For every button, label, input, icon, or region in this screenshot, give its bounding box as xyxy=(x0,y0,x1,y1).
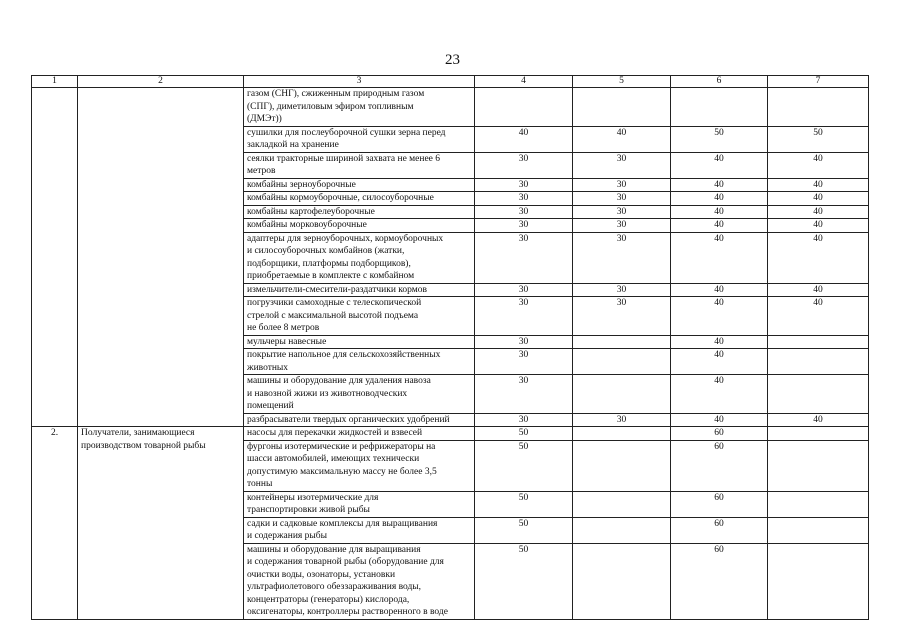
value-col-4 xyxy=(475,88,573,127)
value-col-6: 40 xyxy=(671,297,768,336)
value-col-7: 50 xyxy=(768,126,869,152)
value-col-7 xyxy=(768,335,869,349)
value-col-5 xyxy=(573,517,671,543)
value-col-5: 30 xyxy=(573,178,671,192)
value-col-6: 40 xyxy=(671,219,768,233)
table-row xyxy=(32,427,869,441)
equipment-description: контейнеры изотермические для транспортировки живой рыбы xyxy=(244,491,475,517)
value-col-4: 30 xyxy=(475,152,573,178)
value-col-6: 40 xyxy=(671,349,768,375)
value-col-4: 50 xyxy=(475,491,573,517)
value-col-4: 30 xyxy=(475,178,573,192)
equipment-description: насосы для перекачки жидкостей и взвесей xyxy=(244,427,475,441)
value-col-4: 30 xyxy=(475,349,573,375)
equipment-description: адаптеры для зерноуборочных, кормоуборочных и силосоуборочных комбайнов (жатки, подборщики, платформы подборщиков), приобретаемые в комплекте с комбайном xyxy=(244,232,475,283)
value-col-7 xyxy=(768,440,869,491)
equipment-description: комбайны картофелеуборочные xyxy=(244,205,475,219)
page-number: 23 xyxy=(445,52,460,68)
header-row xyxy=(32,76,869,88)
value-col-6: 60 xyxy=(671,491,768,517)
value-col-7: 40 xyxy=(768,297,869,336)
recipient-cell xyxy=(78,88,244,427)
equipment-description: сушилки для послеуборочной сушки зерна перед закладкой на хранение xyxy=(244,126,475,152)
column-header: 4 xyxy=(475,76,573,88)
value-col-4: 30 xyxy=(475,192,573,206)
value-col-4: 40 xyxy=(475,126,573,152)
equipment-description: разбрасыватели твердых органических удобрений xyxy=(244,413,475,427)
value-col-5 xyxy=(573,88,671,127)
value-col-5 xyxy=(573,375,671,414)
value-col-7: 40 xyxy=(768,205,869,219)
value-col-4: 30 xyxy=(475,283,573,297)
equipment-description: мульчеры навесные xyxy=(244,335,475,349)
value-col-6: 40 xyxy=(671,152,768,178)
value-col-5 xyxy=(573,427,671,441)
value-col-4: 30 xyxy=(475,375,573,414)
value-col-4: 30 xyxy=(475,297,573,336)
equipment-description: сеялки тракторные шириной захвата не менее 6 метров xyxy=(244,152,475,178)
value-col-6: 40 xyxy=(671,205,768,219)
value-col-7: 40 xyxy=(768,413,869,427)
value-col-7 xyxy=(768,88,869,127)
value-col-5: 30 xyxy=(573,232,671,283)
value-col-6: 40 xyxy=(671,232,768,283)
column-header: 2 xyxy=(78,76,244,88)
equipment-description: погрузчики самоходные с телескопической стрелой с максимальной высотой подъема не более 8 метров xyxy=(244,297,475,336)
value-col-5: 30 xyxy=(573,283,671,297)
value-col-4: 30 xyxy=(475,205,573,219)
equipment-description: садки и садковые комплексы для выращивания и содержания рыбы xyxy=(244,517,475,543)
value-col-6 xyxy=(671,88,768,127)
column-header: 1 xyxy=(32,76,78,88)
column-header: 6 xyxy=(671,76,768,88)
value-col-6: 40 xyxy=(671,283,768,297)
value-col-6: 40 xyxy=(671,178,768,192)
value-col-7: 40 xyxy=(768,178,869,192)
recipient-cell: Получатели, занимающиеся производством товарной рыбы xyxy=(78,427,244,620)
value-col-4: 30 xyxy=(475,413,573,427)
value-col-4: 50 xyxy=(475,427,573,441)
value-col-6: 50 xyxy=(671,126,768,152)
value-col-6: 60 xyxy=(671,427,768,441)
value-col-7 xyxy=(768,375,869,414)
value-col-4: 50 xyxy=(475,440,573,491)
value-col-5: 30 xyxy=(573,205,671,219)
value-col-6: 40 xyxy=(671,335,768,349)
value-col-7 xyxy=(768,517,869,543)
value-col-4: 50 xyxy=(475,517,573,543)
value-col-5: 30 xyxy=(573,413,671,427)
value-col-4: 30 xyxy=(475,219,573,233)
table-row xyxy=(32,88,869,127)
value-col-5 xyxy=(573,543,671,619)
value-col-7: 40 xyxy=(768,192,869,206)
value-col-6: 40 xyxy=(671,413,768,427)
column-header: 7 xyxy=(768,76,869,88)
equipment-description: машины и оборудование для удаления навоза и навозной жижи из животноводческих помещений xyxy=(244,375,475,414)
column-header: 5 xyxy=(573,76,671,88)
value-col-7 xyxy=(768,543,869,619)
value-col-5 xyxy=(573,491,671,517)
value-col-4: 50 xyxy=(475,543,573,619)
value-col-7: 40 xyxy=(768,283,869,297)
equipment-description: комбайны зерноуборочные xyxy=(244,178,475,192)
equipment-table xyxy=(31,75,869,620)
value-col-5 xyxy=(573,335,671,349)
value-col-5: 30 xyxy=(573,297,671,336)
equipment-description: измельчители-смесители-раздатчики кормов xyxy=(244,283,475,297)
value-col-5: 30 xyxy=(573,219,671,233)
value-col-6: 60 xyxy=(671,440,768,491)
equipment-description: машины и оборудование для выращивания и содержания товарной рыбы (оборудование для очистки воды, озонаторы, установки ультрафиолетового обеззараживания воды, концентраторы (генераторы) кислорода, оксигенаторы, контроллеры растворенного в воде xyxy=(244,543,475,619)
value-col-5 xyxy=(573,440,671,491)
equipment-description: фургоны изотермические и рефрижераторы на шасси автомобилей, имеющих технически допустимую максимальную массу не более 3,5 тонны xyxy=(244,440,475,491)
value-col-7: 40 xyxy=(768,152,869,178)
equipment-description: покрытие напольное для сельскохозяйственных животных xyxy=(244,349,475,375)
value-col-6: 40 xyxy=(671,375,768,414)
value-col-6: 40 xyxy=(671,192,768,206)
value-col-5: 30 xyxy=(573,192,671,206)
column-header: 3 xyxy=(244,76,475,88)
row-number-cell: 2. xyxy=(32,427,78,620)
equipment-description: газом (СНГ), сжиженным природным газом (СПГ), диметиловым эфиром топливным (ДМЭт)) xyxy=(244,88,475,127)
value-col-7 xyxy=(768,427,869,441)
value-col-6: 60 xyxy=(671,543,768,619)
value-col-7: 40 xyxy=(768,219,869,233)
value-col-5: 40 xyxy=(573,126,671,152)
value-col-7: 40 xyxy=(768,232,869,283)
value-col-6: 60 xyxy=(671,517,768,543)
value-col-5 xyxy=(573,349,671,375)
value-col-4: 30 xyxy=(475,335,573,349)
equipment-description: комбайны морковоуборочные xyxy=(244,219,475,233)
value-col-7 xyxy=(768,491,869,517)
value-col-5: 30 xyxy=(573,152,671,178)
row-number-cell xyxy=(32,88,78,427)
value-col-7 xyxy=(768,349,869,375)
equipment-description: комбайны кормоуборочные, силосоуборочные xyxy=(244,192,475,206)
value-col-4: 30 xyxy=(475,232,573,283)
